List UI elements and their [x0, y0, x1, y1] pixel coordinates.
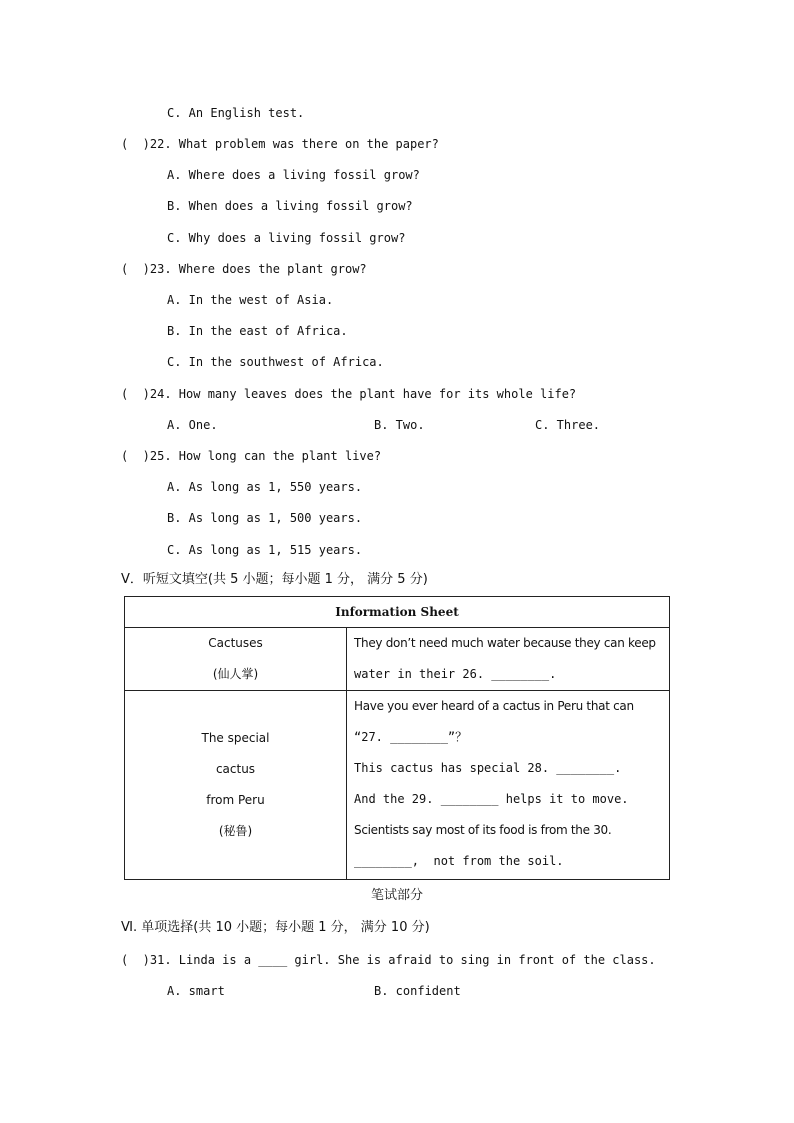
- cactuses-label: Cactuses: [208, 636, 263, 650]
- special-cactus-line-4: (秘鲁): [218, 824, 253, 838]
- option-24b: B. Two.: [374, 418, 425, 432]
- option-25a: A. As long as 1, 550 years.: [167, 480, 363, 494]
- special-cactus-info-cell: [347, 691, 670, 880]
- option-22c: C. Why does a living fossil grow?: [167, 231, 406, 245]
- question-25: ( )25. How long can the plant live?: [121, 449, 382, 463]
- special-cactus-cell: [125, 691, 347, 880]
- section-5-title: V．听短文填空(共 5 小题；每小题 1 分， 满分 5 分): [121, 572, 428, 587]
- information-sheet: [124, 596, 670, 880]
- section-6-title: Ⅵ. 单项选择(共 10 小题；每小题 1 分， 满分 10 分): [121, 920, 430, 935]
- special-info-line-1: Have you ever heard of a cactus in Peru that can: [354, 699, 634, 713]
- special-info-line-6: ________, not from the soil.: [354, 854, 564, 868]
- special-cactus-line-1: The special: [201, 731, 270, 745]
- option-23b: B. In the east of Africa.: [167, 324, 348, 338]
- option-31a: A. smart: [167, 984, 225, 998]
- option-25c: C. As long as 1, 515 years.: [167, 543, 363, 557]
- cactuses-chinese: (仙人掌): [212, 667, 259, 681]
- sheet-title: Information Sheet: [125, 597, 670, 628]
- option-31b: B. confident: [374, 984, 461, 998]
- question-22: ( )22. What problem was there on the paper?: [121, 137, 439, 151]
- option-25b: B. As long as 1, 500 years.: [167, 511, 363, 525]
- special-info-line-4: And the 29. ________ helps it to move.: [354, 792, 629, 806]
- written-part-heading: 笔试部分: [370, 888, 423, 903]
- special-cactus-line-2: cactus: [215, 762, 256, 776]
- special-cactus-line-3: from Peru: [206, 793, 265, 807]
- option-24c: C. Three.: [535, 418, 601, 432]
- cactuses-cell: [125, 628, 347, 691]
- question-31: ( )31. Linda is a ____ girl. She is afraid to sing in front of the class.: [121, 953, 656, 967]
- cactuses-info-cell: [347, 628, 670, 691]
- special-info-line-5: Scientists say most of its food is from the 30.: [354, 823, 612, 837]
- special-info-line-3: This cactus has special 28. ________.: [354, 761, 622, 775]
- cactuses-info-line-2: water in their 26. ________.: [354, 667, 557, 681]
- question-24: ( )24. How many leaves does the plant have for its whole life?: [121, 387, 577, 401]
- option-22a: A. Where does a living fossil grow?: [167, 168, 420, 182]
- special-info-line-2: “27. ________”？: [354, 730, 468, 744]
- option-24a: A. One.: [167, 418, 218, 432]
- option-22b: B. When does a living fossil grow?: [167, 199, 413, 213]
- question-23: ( )23. Where does the plant grow?: [121, 262, 367, 276]
- option-21c: C. An English test.: [167, 106, 305, 120]
- cactuses-info-line-1: They don’t need much water because they can keep: [354, 636, 656, 650]
- option-23a: A. In the west of Asia.: [167, 293, 334, 307]
- option-23c: C. In the southwest of Africa.: [167, 355, 384, 369]
